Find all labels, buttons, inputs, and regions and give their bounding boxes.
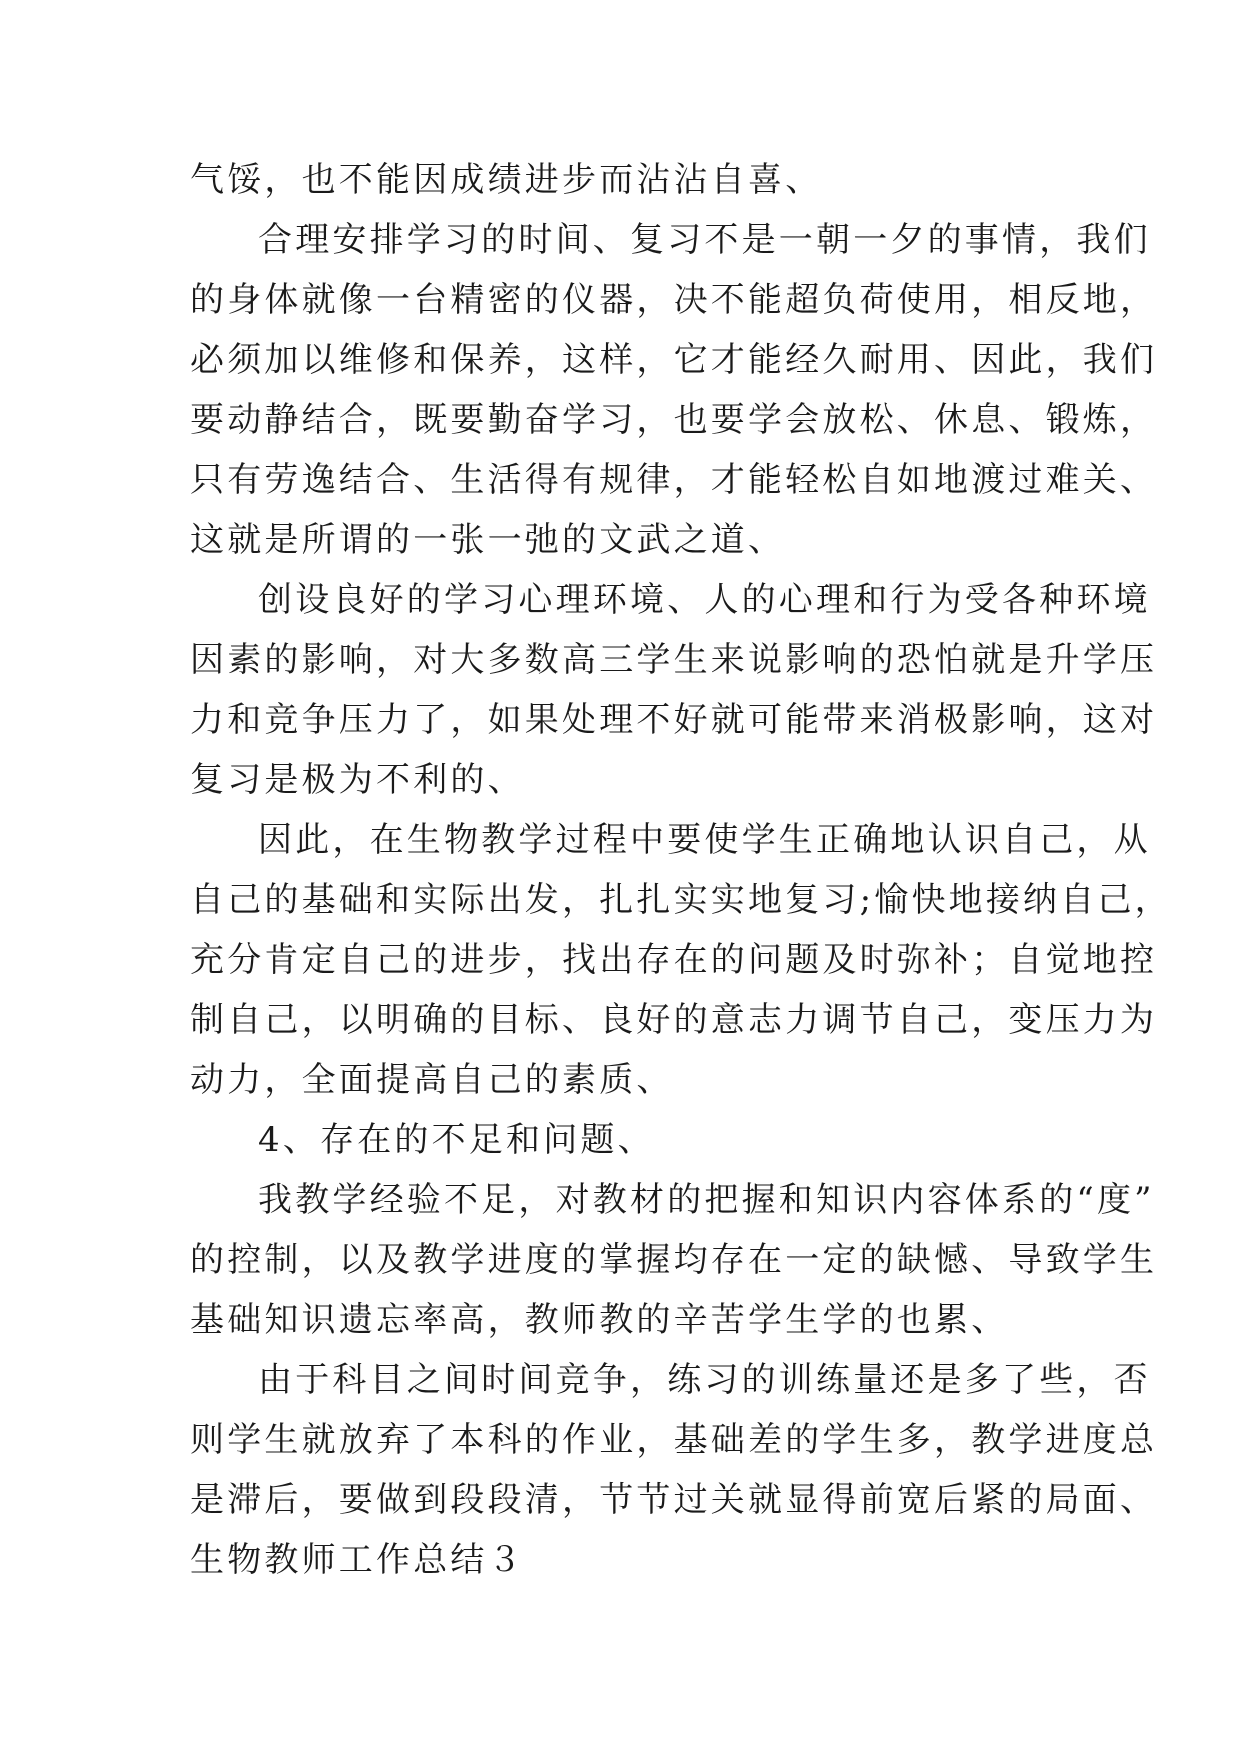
text-line: 只有劳逸结合、生活得有规律，才能轻松自如地渡过难关、 (190, 460, 1158, 500)
text-line: 因此，在生物教学过程中要使学生正确地认识自己，从 (258, 820, 1151, 860)
text-line: 充分肯定自己的进步，找出存在的问题及时弥补；自觉地控 (190, 940, 1158, 980)
text-line: 基础知识遗忘率高，教师教的辛苦学生学的也累、 (190, 1300, 1009, 1340)
text-line: 生物教师工作总结３ (190, 1540, 525, 1580)
document-body (190, 150, 1172, 1590)
text-line: 是滞后，要做到段段清，节节过关就显得前宽后紧的局面、 (190, 1480, 1158, 1520)
text-line: 力和竞争压力了，如果处理不好就可能带来消极影响，这对 (190, 700, 1158, 740)
text-line: 动力，全面提高自己的素质、 (190, 1060, 674, 1100)
text-line: 由于科目之间时间竞争，练习的训练量还是多了些，否 (258, 1360, 1151, 1400)
text-line: 复习是极为不利的、 (190, 760, 525, 800)
text-line: 创设良好的学习心理环境、人的心理和行为受各种环境 (258, 580, 1151, 620)
text-line: 必须加以维修和保养，这样，它才能经久耐用、因此，我们 (190, 340, 1158, 380)
text-line: 则学生就放弃了本科的作业，基础差的学生多，教学进度总 (190, 1420, 1158, 1460)
text-line: 合理安排学习的时间、复习不是一朝一夕的事情，我们 (258, 220, 1151, 260)
text-line: 的身体就像一台精密的仪器，决不能超负荷使用，相反地， (190, 280, 1158, 320)
text-line: 因素的影响，对大多数高三学生来说影响的恐怕就是升学压 (190, 640, 1158, 680)
text-line: 气馁，也不能因成绩进步而沾沾自喜、 (190, 160, 823, 200)
text-line: 4、存在的不足和问题、 (258, 1120, 655, 1160)
text-line: 这就是所谓的一张一弛的文武之道、 (190, 520, 786, 560)
text-line: 制自己，以明确的目标、良好的意志力调节自己，变压力为 (190, 1000, 1158, 1040)
text-line: 自己的基础和实际出发，扎扎实实地复习;愉快地接纳自己， (190, 880, 1172, 920)
text-line: 我教学经验不足，对教材的把握和知识内容体系的“度” (258, 1180, 1155, 1220)
text-line: 的控制，以及教学进度的掌握均存在一定的缺憾、导致学生 (190, 1240, 1158, 1280)
text-line: 要动静结合，既要勤奋学习，也要学会放松、休息、锻炼， (190, 400, 1158, 440)
